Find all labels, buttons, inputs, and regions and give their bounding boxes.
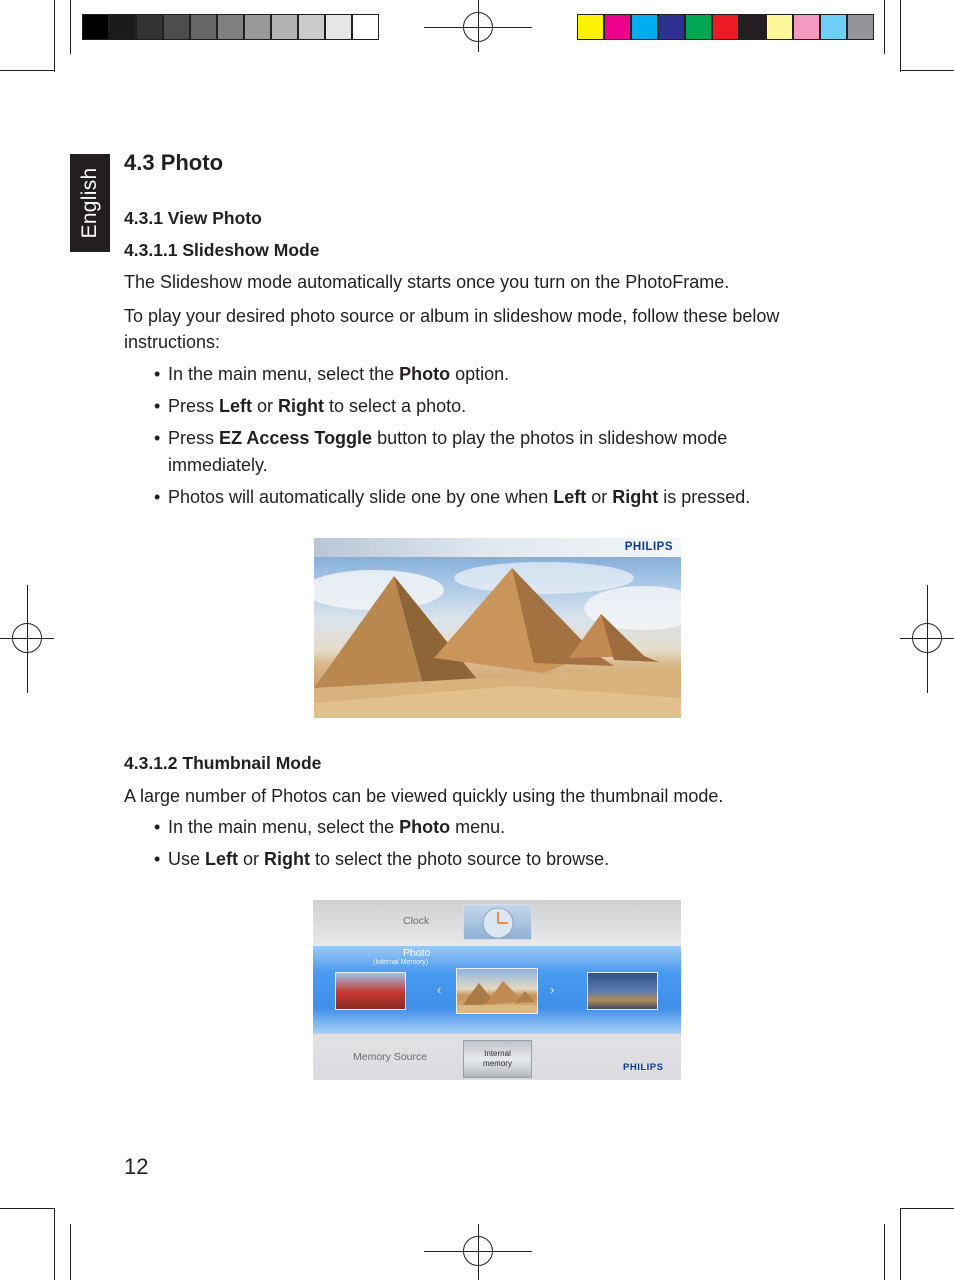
calibration-swatch	[298, 14, 325, 40]
photo-thumbnail-castle[interactable]	[587, 972, 658, 1010]
calibration-swatch	[352, 14, 379, 40]
calibration-swatch	[271, 14, 298, 40]
calibration-swatch	[244, 14, 271, 40]
chevron-right-icon[interactable]: ›	[550, 982, 555, 997]
pyramids-thumbnail-image	[457, 969, 538, 1014]
list-item: • In the main menu, select the Photo option.	[154, 364, 510, 384]
slideshow-screenshot	[314, 538, 681, 718]
philips-logo: PHILIPS	[624, 541, 673, 553]
section-title: 4.3 Photo	[124, 150, 224, 175]
pyramids-photo	[314, 538, 681, 718]
language-tab-label: English	[78, 167, 101, 239]
calibration-swatch	[577, 14, 604, 40]
calibration-swatch	[631, 14, 658, 40]
clock-icon	[464, 905, 532, 940]
heading-slideshow-mode: 4.3.1.1 Slideshow Mode	[124, 240, 320, 260]
subsection-heading-view-photo: 4.3.1 View Photo	[124, 208, 262, 228]
menu-item-photo[interactable]: Photo	[403, 947, 431, 959]
page-number: 12	[124, 1154, 149, 1179]
slideshow-paragraph-1: The Slideshow mode automatically starts once you turn on the PhotoFrame.	[124, 272, 730, 292]
list-item: • In the main menu, select the Photo menu.	[154, 817, 506, 837]
menu-item-memory-source[interactable]: Memory Source	[353, 1051, 428, 1063]
calibration-swatch	[136, 14, 163, 40]
calibration-swatch	[658, 14, 685, 40]
photo-thumbnail-pyramids-selected[interactable]	[456, 968, 538, 1014]
thumbnail-mode-screenshot	[313, 900, 681, 1080]
calibration-swatch	[793, 14, 820, 40]
internal-memory-button[interactable]: Internal memory	[463, 1040, 532, 1078]
chevron-left-icon[interactable]: ‹	[437, 982, 442, 997]
calibration-swatch	[739, 14, 766, 40]
photo-source-subtitle: (Internal Memory)	[373, 959, 429, 966]
calibration-swatch	[685, 14, 712, 40]
calibration-swatch	[163, 14, 190, 40]
calibration-swatch	[190, 14, 217, 40]
language-tab	[70, 154, 110, 252]
slideshow-paragraph-2: To play your desired photo source or album in slideshow mode, follow these below instructions:	[124, 306, 780, 352]
calibration-swatch	[712, 14, 739, 40]
list-item: • Photos will automatically slide one by one when Left or Right is pressed.	[154, 487, 751, 507]
list-item: • Press EZ Access Toggle button to play the photos in slideshow mode immediately.	[154, 428, 728, 475]
list-item: • Use Left or Right to select the photo source to browse.	[154, 849, 610, 869]
calibration-swatch	[82, 14, 109, 40]
list-item: • Press Left or Right to select a photo.	[154, 396, 467, 416]
calibration-swatch	[217, 14, 244, 40]
photo-thumbnail-cathedral[interactable]	[335, 972, 406, 1010]
clock-thumbnail[interactable]	[463, 904, 532, 940]
philips-logo: PHILIPS	[623, 1062, 664, 1073]
calibration-swatch	[766, 14, 793, 40]
menu-item-clock[interactable]: Clock	[403, 915, 430, 927]
calibration-swatch	[604, 14, 631, 40]
calibration-swatch	[325, 14, 352, 40]
calibration-swatch	[109, 14, 136, 40]
heading-thumbnail-mode: 4.3.1.2 Thumbnail Mode	[124, 753, 322, 773]
thumbnail-paragraph: A large number of Photos can be viewed quickly using the thumbnail mode.	[124, 786, 724, 806]
calibration-swatch	[847, 14, 874, 40]
calibration-swatch	[820, 14, 847, 40]
